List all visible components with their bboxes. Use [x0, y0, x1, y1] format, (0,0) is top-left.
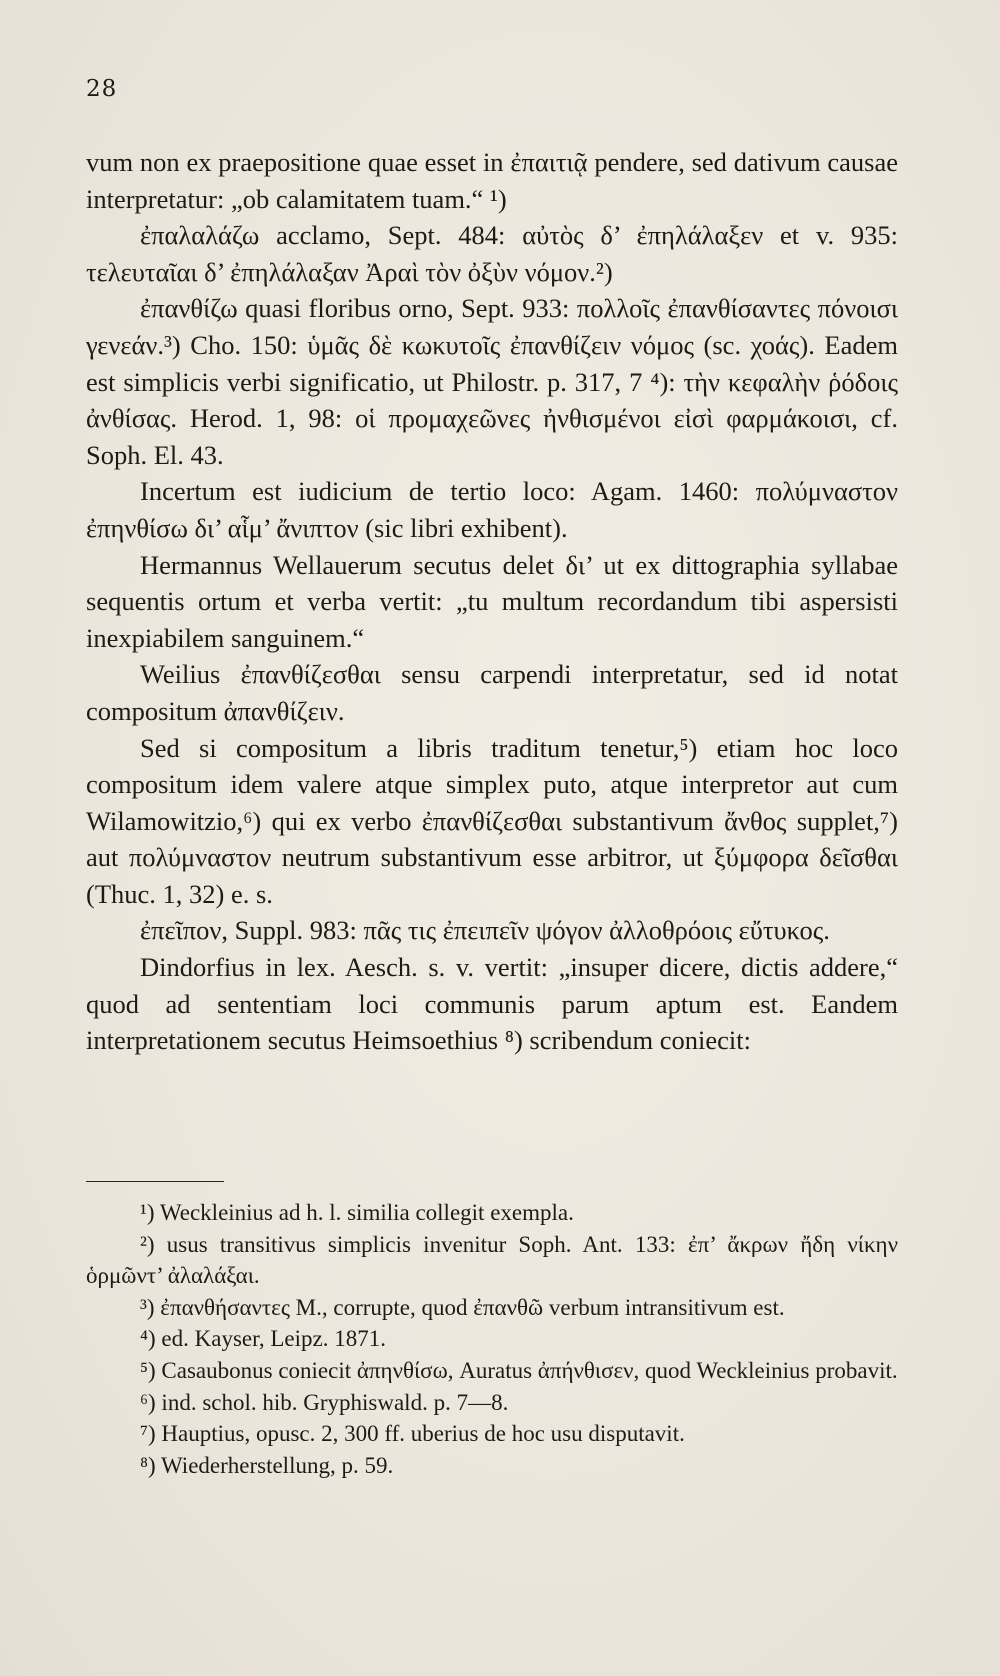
page-number: 28 [86, 76, 118, 102]
footnote-7: ⁷) Hauptius, opusc. 2, 300 ff. uberius de hoc usu disputavit. [140, 1421, 685, 1447]
paragraph-continuation: vum non ex praepositione quae esset in ἐπαιτιᾷ pendere, sed dativum causae interpretatur: „ob calamitatem tuam.“ ¹) [86, 147, 898, 214]
paragraph-dindorfius: Dindorfius in lex. Aesch. s. v. vertit: „insuper dicere, dictis addere,“ quod ad sententiam loci communis parum aptum est. Eandem interpretationem secutus Heimsoethius ⁸) scribendum coniecit: [86, 952, 898, 1056]
footnote-6: ⁶) ind. schol. hib. Gryphiswald. p. 7—8. [140, 1389, 509, 1415]
paragraph-sed-si: Sed si compositum a libris traditum tenetur,⁵) etiam hoc loco compositum idem valere atque simplex puto, atque interpretor aut cum Wilamowitzio,⁶) qui ex verbo ἐπανθίζεσθαι substantivum ἄνθος supplet,⁷) aut πολύμναστον neutrum substantivum esse arbitror, ut ξύμφορα δεῖσθαι (Thuc. 1, 32) e. s. [86, 732, 898, 909]
paragraph-epalalazo: ἐπαλαλάζω acclamo, Sept. 484: αὐτὸς δ’ ἐπηλάλαξεν et v. 935: τελευταῖαι δ’ ἐπηλάλαξαν Ἀραὶ τὸν ὀξὺν νόμον.²) [86, 220, 898, 287]
footnotes [86, 1197, 898, 1481]
footnote-5: ⁵) Casaubonus coniecit ἀπηνθίσω, Auratus ἀπήνθισεν, quod Weckleinius probavit. [140, 1357, 898, 1383]
footnote-separator [86, 1181, 224, 1182]
footnote-4: ⁴) ed. Kayser, Leipz. 1871. [140, 1326, 386, 1352]
paragraph-epanthizo: ἐπανθίζω quasi floribus orno, Sept. 933: πολλοῖς ἐπανθίσαντες πόνοισι γενεάν.³) Cho. 150: ὑμᾶς δὲ κωκυτοῖς ἐπανθίζειν νόμος (sc. χοάς). Eadem est simplicis verbi significatio, ut Philostr. p. 317, 7 ⁴): τὴν κεφαλὴν ῥόδοις ἀνθίσας. Herod. 1, 98: οἱ προμαχεῶνες ἠνθισμένοι εἰσὶ φαρμάκοισι, cf. Soph. El. 43. [86, 293, 898, 470]
paragraph-hermannus: Hermannus Wellauerum secutus delet δι’ ut ex dittographia syllabae sequentis ortum et verba vertit: „tu multum recordandum tibi aspersisti inexpiabilem sanguinem.“ [86, 549, 898, 653]
main-text [86, 144, 898, 1059]
paragraph-epeipon: ἐπεῖπον, Suppl. 983: πᾶς τις ἐπειπεῖν ψόγον ἀλλοθρόοις εὔτυκος. [140, 915, 830, 946]
footnote-8: ⁸) Wiederherstellung, p. 59. [140, 1452, 394, 1478]
footnote-2: ²) usus transitivus simplicis invenitur Soph. Ant. 133: ἐπ’ ἄκρων ἤδη νίκην ὁρμῶντ’ ἀλαλάξαι. [86, 1231, 898, 1289]
footnote-1: ¹) Weckleinius ad h. l. similia collegit exempla. [140, 1200, 574, 1225]
footnote-3: ³) ἐπανθήσαντες M., corrupte, quod ἐπανθῶ verbum intransitivum est. [140, 1294, 785, 1320]
paragraph-weilius: Weilius ἐπανθίζεσθαι sensu carpendi interpretatur, sed id notat compositum ἀπανθίζειν. [86, 659, 898, 726]
paragraph-incertum: Incertum est iudicium de tertio loco: Agam. 1460: πολύμναστον ἐπηνθίσω δι’ αἷμ’ ἄνιπτον (sic libri exhibent). [86, 476, 898, 543]
